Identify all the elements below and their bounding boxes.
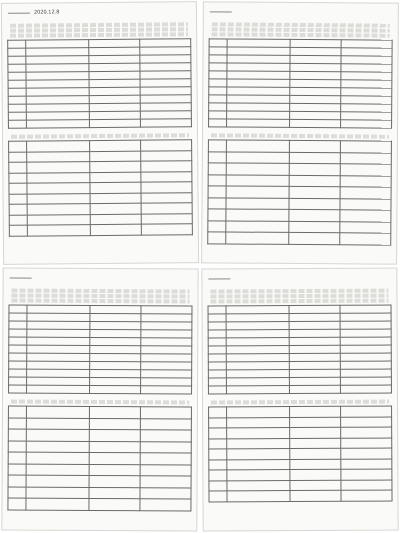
table-cell <box>8 418 26 430</box>
table-cell <box>90 203 141 214</box>
table-cell <box>89 305 140 313</box>
table-cell <box>90 214 141 225</box>
table-cell <box>289 427 340 438</box>
table-cell <box>8 72 26 80</box>
table-cell <box>141 224 192 235</box>
table-cell <box>140 346 191 354</box>
instruction-line <box>211 133 389 138</box>
table-cell <box>226 220 288 232</box>
table-cell <box>9 183 27 194</box>
table-cell <box>89 452 140 464</box>
table-cell <box>8 64 26 72</box>
worksheet-photo <box>201 267 398 531</box>
table-cell <box>227 407 289 418</box>
table-cell <box>289 385 340 393</box>
worksheet-header <box>204 2 398 19</box>
table-cell <box>8 48 26 56</box>
table-cell <box>141 171 192 182</box>
table-cell <box>9 329 27 337</box>
table-cell <box>8 40 26 48</box>
table-cell <box>9 152 27 163</box>
table-cell <box>9 215 27 226</box>
table-cell <box>227 386 289 394</box>
table-row <box>8 452 191 464</box>
table-cell <box>209 470 227 481</box>
table-cell <box>140 161 191 172</box>
table-cell <box>8 112 26 120</box>
table-cell <box>227 428 289 439</box>
table-cell <box>140 386 191 394</box>
table-cell <box>289 119 340 127</box>
worksheet-header <box>202 268 396 285</box>
table-cell <box>89 329 140 337</box>
table-cell <box>340 198 391 210</box>
table-cell <box>340 345 391 353</box>
table-cell <box>209 119 227 127</box>
table-cell <box>209 111 227 119</box>
table-cell <box>209 449 227 460</box>
table-cell <box>289 361 340 369</box>
table-cell <box>89 385 140 393</box>
table-cell <box>227 470 289 481</box>
table-cell <box>208 386 226 394</box>
table-cell <box>289 175 340 187</box>
table-cell <box>9 162 27 173</box>
table-cell <box>26 464 88 476</box>
table-cell <box>226 186 288 198</box>
table-cell <box>288 232 339 244</box>
table-cell <box>209 95 227 103</box>
table-cell <box>89 475 140 487</box>
table-cell <box>141 203 192 214</box>
instruction-line <box>211 400 389 405</box>
table-cell <box>140 430 191 442</box>
table-cell <box>9 321 27 329</box>
table-cell <box>27 172 89 183</box>
table-cell <box>27 183 89 194</box>
table-cell <box>141 192 192 203</box>
student-name <box>208 278 230 279</box>
survey-date: 2020.12.8 <box>33 9 60 16</box>
table-cell <box>289 417 340 428</box>
table-cell <box>208 186 226 198</box>
table-cell <box>8 406 26 418</box>
table-cell <box>341 469 392 480</box>
table-cell <box>227 491 289 502</box>
table-cell <box>140 370 191 378</box>
table-cell <box>27 429 89 441</box>
table-cell <box>209 428 227 439</box>
table-cell <box>9 385 27 393</box>
table-cell <box>340 438 391 449</box>
worksheet-table <box>8 139 193 236</box>
table-cell <box>340 221 391 233</box>
table-cell <box>288 209 339 221</box>
table-cell <box>208 338 226 346</box>
table-cell <box>140 476 191 488</box>
student-name <box>8 12 30 13</box>
table-cell <box>26 452 88 464</box>
table-cell <box>289 438 340 449</box>
table-cell <box>89 418 140 430</box>
table-cell <box>89 313 140 321</box>
table-cell <box>27 141 89 152</box>
instruction-line <box>11 400 189 405</box>
table-cell <box>9 305 27 313</box>
table-cell <box>140 441 191 453</box>
table-cell <box>289 459 340 470</box>
table-cell <box>27 193 89 204</box>
worksheet-header <box>4 268 198 285</box>
table-row <box>208 385 391 394</box>
table-cell <box>208 209 226 221</box>
table-cell <box>208 163 226 175</box>
worksheet-header <box>2 2 196 20</box>
worksheet-table <box>8 305 192 395</box>
student-name <box>10 277 32 278</box>
table-cell <box>288 221 339 233</box>
table-cell <box>289 345 340 353</box>
table-cell <box>27 406 89 418</box>
table-cell <box>226 174 288 186</box>
table-cell <box>9 345 27 353</box>
table-cell <box>27 385 89 393</box>
table-cell <box>340 427 391 438</box>
table-cell <box>209 39 227 47</box>
table-cell <box>289 152 340 164</box>
table-cell <box>209 103 227 111</box>
table-cell <box>89 345 140 353</box>
table-header <box>8 406 191 418</box>
worksheet-table <box>207 139 392 245</box>
table-cell <box>89 172 140 183</box>
worksheet-photo <box>201 1 399 264</box>
table-row <box>9 224 192 236</box>
table-cell <box>209 47 227 55</box>
table-cell <box>8 498 26 510</box>
instruction-line <box>12 299 190 304</box>
table-cell <box>27 162 89 173</box>
table-cell <box>141 213 192 224</box>
table-row <box>209 119 392 128</box>
table-cell <box>89 151 140 162</box>
table-cell <box>340 164 391 176</box>
table-cell <box>340 385 391 393</box>
table-cell <box>9 361 27 369</box>
table-cell <box>89 406 140 418</box>
table-row <box>8 475 191 487</box>
table-cell <box>141 306 192 314</box>
table-cell <box>27 120 89 129</box>
table-cell <box>289 163 340 175</box>
table-cell <box>339 233 390 245</box>
instruction-line <box>212 32 390 37</box>
table-cell <box>9 337 27 345</box>
table-cell <box>208 174 226 186</box>
table-row <box>8 418 191 430</box>
table-cell <box>27 204 89 215</box>
table-cell <box>8 88 26 96</box>
table-cell <box>289 140 340 152</box>
table-cell <box>227 163 289 175</box>
table-cell <box>289 469 340 480</box>
table-cell <box>89 429 140 441</box>
table-row <box>9 385 192 394</box>
table-row <box>8 464 191 476</box>
table-cell <box>227 417 289 428</box>
table-row <box>8 429 191 441</box>
table-cell <box>8 441 26 453</box>
table-cell <box>340 120 391 128</box>
table-cell <box>227 140 289 152</box>
table-cell <box>9 353 27 361</box>
table-cell <box>141 322 192 330</box>
table-cell <box>90 193 141 204</box>
table-cell <box>140 119 191 127</box>
table-cell <box>289 406 340 417</box>
table-cell <box>208 330 226 338</box>
table-cell <box>89 119 140 127</box>
table-cell <box>209 438 227 449</box>
table-cell <box>227 449 289 460</box>
table-cell <box>8 429 26 441</box>
table-cell <box>226 209 288 221</box>
table-cell <box>208 306 226 314</box>
table-cell <box>140 418 191 430</box>
instruction-line <box>210 299 388 304</box>
table-cell <box>289 377 340 385</box>
table-cell <box>140 140 191 151</box>
table-cell <box>340 141 391 153</box>
table-cell <box>209 87 227 95</box>
table-cell <box>208 322 226 330</box>
table-cell <box>227 480 289 491</box>
table-cell <box>208 370 226 378</box>
table-cell <box>8 452 26 464</box>
table-cell <box>208 232 226 244</box>
table-cell <box>90 224 141 235</box>
table-cell <box>340 321 391 329</box>
table-cell <box>140 407 191 419</box>
table-cell <box>140 499 191 511</box>
table-row <box>8 441 191 453</box>
worksheet-table <box>208 406 392 502</box>
table-cell <box>340 313 391 321</box>
table-cell <box>140 487 191 499</box>
worksheet-photo <box>1 1 199 265</box>
table-cell <box>340 337 391 345</box>
table-cell <box>208 354 226 362</box>
table-cell <box>341 459 392 470</box>
table-cell <box>141 330 192 338</box>
table-cell <box>209 491 227 502</box>
table-row <box>8 498 191 510</box>
table-cell <box>227 119 289 127</box>
table-cell <box>140 354 191 362</box>
table-cell <box>209 63 227 71</box>
table-cell <box>141 338 192 346</box>
table-cell <box>340 417 391 428</box>
table-cell <box>289 186 340 198</box>
table-cell <box>26 498 88 510</box>
table-cell <box>340 175 391 187</box>
table-cell <box>340 152 391 164</box>
table-cell <box>28 225 90 236</box>
table-cell <box>288 198 339 210</box>
table-cell <box>341 490 392 501</box>
table-cell <box>9 194 27 205</box>
worksheet-table <box>7 38 192 129</box>
table-cell <box>227 459 289 470</box>
table-cell <box>89 182 140 193</box>
table-cell <box>140 464 191 476</box>
table-cell <box>89 377 140 385</box>
table-cell <box>209 55 227 63</box>
table-cell <box>89 464 140 476</box>
table-cell <box>140 453 191 465</box>
table-cell <box>27 441 89 453</box>
instruction-line <box>10 32 188 38</box>
table-cell <box>89 353 140 361</box>
table-cell <box>89 321 140 329</box>
table-cell <box>141 182 192 193</box>
table-cell <box>9 225 27 236</box>
table-cell <box>140 378 191 386</box>
table-cell <box>340 187 391 199</box>
table-cell <box>9 313 27 321</box>
table-cell <box>227 438 289 449</box>
student-name <box>210 11 232 12</box>
table-cell <box>8 104 26 112</box>
table-cell <box>289 313 340 321</box>
table-cell <box>27 418 89 430</box>
table-cell <box>88 498 139 510</box>
table-cell <box>8 120 26 128</box>
table-cell <box>26 475 88 487</box>
table-cell <box>8 475 26 487</box>
table-cell <box>340 361 391 369</box>
worksheet-table <box>208 305 392 395</box>
table-cell <box>9 204 27 215</box>
table-cell <box>209 417 227 428</box>
table-cell <box>340 406 391 417</box>
table-row <box>209 490 392 501</box>
table-cell <box>9 369 27 377</box>
instruction-line <box>11 133 189 139</box>
table-cell <box>208 197 226 209</box>
table-cell <box>289 329 340 337</box>
table-cell <box>140 362 191 370</box>
table-cell <box>226 232 288 244</box>
table-cell <box>8 464 26 476</box>
table-cell <box>208 346 226 354</box>
table-cell <box>289 353 340 361</box>
table-cell <box>340 305 391 313</box>
table-cell <box>289 305 340 313</box>
table-cell <box>140 150 191 161</box>
table-cell <box>27 151 89 162</box>
table-cell <box>209 407 227 418</box>
table-cell <box>89 161 140 172</box>
table-cell <box>8 487 26 499</box>
table-cell <box>289 369 340 377</box>
table-cell <box>341 480 392 491</box>
table-cell <box>340 329 391 337</box>
table-cell <box>341 448 392 459</box>
table-cell <box>227 151 289 163</box>
table-cell <box>209 459 227 470</box>
table-cell <box>8 96 26 104</box>
table-cell <box>289 480 340 491</box>
worksheet-photo <box>1 267 198 531</box>
table-cell <box>89 369 140 377</box>
table-cell <box>340 377 391 385</box>
table-cell <box>8 56 26 64</box>
table-cell <box>340 353 391 361</box>
table-cell <box>289 337 340 345</box>
table-cell <box>208 151 226 163</box>
worksheet-table <box>7 406 192 511</box>
table-cell <box>340 369 391 377</box>
table-cell <box>208 362 226 370</box>
table-cell <box>208 140 226 152</box>
table-cell <box>208 378 226 386</box>
table-cell <box>226 197 288 209</box>
table-cell <box>89 361 140 369</box>
table-cell <box>8 80 26 88</box>
table-cell <box>340 210 391 222</box>
table-cell <box>289 490 340 501</box>
table-cell <box>208 314 226 322</box>
worksheet-table <box>208 38 393 128</box>
table-cell <box>89 441 140 453</box>
table-cell <box>209 79 227 87</box>
table-cell <box>26 487 88 499</box>
table-cell <box>141 314 192 322</box>
table-cell <box>9 141 27 152</box>
table-cell <box>9 173 27 184</box>
table-row <box>208 232 391 245</box>
table-cell <box>209 71 227 79</box>
table-cell <box>9 377 27 385</box>
table-cell <box>289 448 340 459</box>
table-cell <box>289 321 340 329</box>
table-cell <box>88 487 139 499</box>
table-cell <box>209 480 227 491</box>
table-row <box>8 487 191 499</box>
table-cell <box>89 337 140 345</box>
table-cell <box>208 220 226 232</box>
table-row <box>8 119 191 129</box>
table-cell <box>28 214 90 225</box>
table-cell <box>89 140 140 151</box>
